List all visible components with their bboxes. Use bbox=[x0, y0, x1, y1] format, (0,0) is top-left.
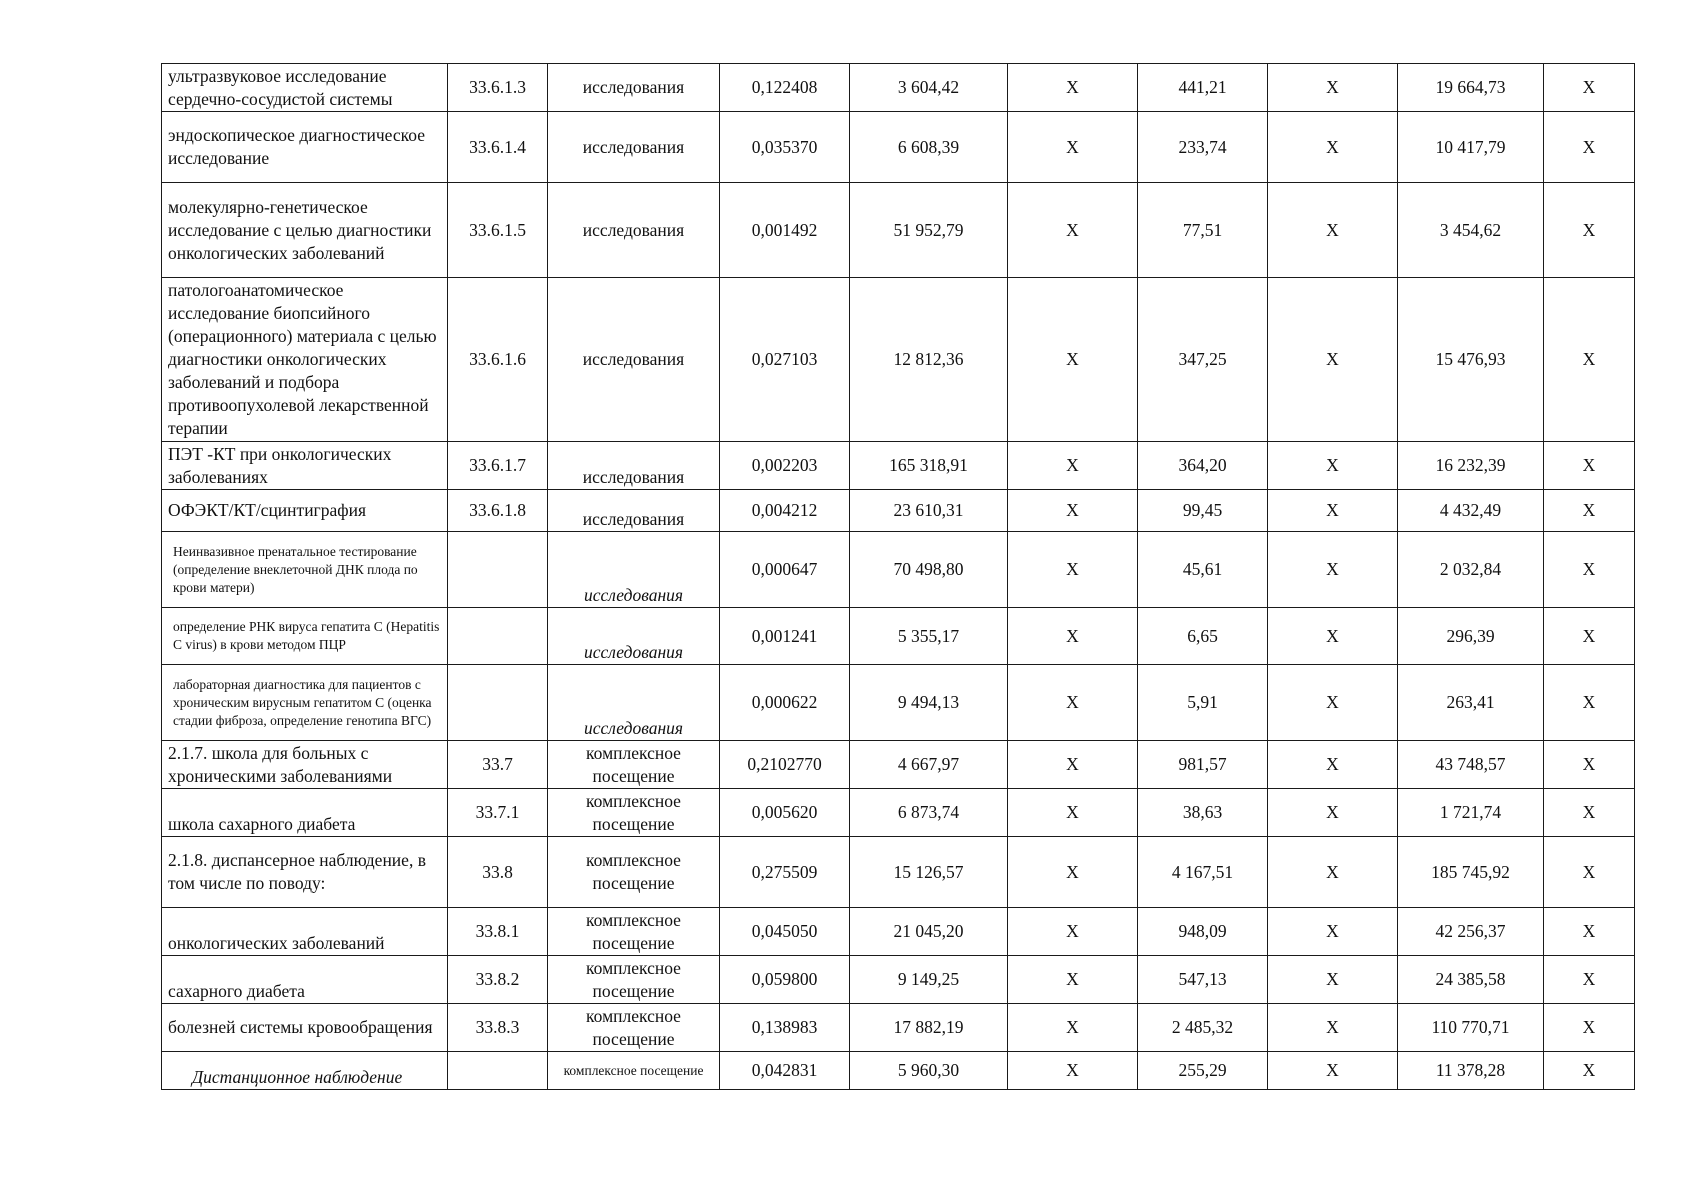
unit-cost: 165 318,91 bbox=[850, 442, 1008, 490]
service-name: 2.1.7. школа для больных с хроническими заболеваниями bbox=[162, 741, 448, 789]
service-name: школа сахарного диабета bbox=[162, 789, 448, 837]
norm-value: 0,004212 bbox=[720, 490, 850, 532]
service-code bbox=[448, 665, 548, 741]
service-name: болезней системы кровообращения bbox=[162, 1004, 448, 1052]
empty-mark: X bbox=[1544, 64, 1635, 112]
empty-mark: X bbox=[1008, 908, 1138, 956]
unit-cost: 5 355,17 bbox=[850, 608, 1008, 665]
per-capita-value: 981,57 bbox=[1138, 741, 1268, 789]
norm-value: 0,275509 bbox=[720, 837, 850, 908]
empty-mark: X bbox=[1544, 908, 1635, 956]
unit-of-measure: комплексное посещение bbox=[548, 789, 720, 837]
service-name: патологоанатомическое исследование биопсийного (операционного) материала с целью диагностики онкологических заболеваний и подбора противоопухолевой лекарственной терапии bbox=[162, 278, 448, 442]
table-row bbox=[162, 741, 1635, 789]
total-value: 15 476,93 bbox=[1398, 278, 1544, 442]
total-value: 185 745,92 bbox=[1398, 837, 1544, 908]
table-row bbox=[162, 532, 1635, 608]
table-row bbox=[162, 837, 1635, 908]
table-row bbox=[162, 442, 1635, 490]
service-name: Дистанционное наблюдение bbox=[162, 1052, 448, 1090]
table-row bbox=[162, 278, 1635, 442]
unit-of-measure: комплексное посещение bbox=[548, 1004, 720, 1052]
norm-value: 0,035370 bbox=[720, 112, 850, 183]
per-capita-value: 77,51 bbox=[1138, 183, 1268, 278]
per-capita-value: 364,20 bbox=[1138, 442, 1268, 490]
empty-mark: X bbox=[1544, 608, 1635, 665]
table-row bbox=[162, 789, 1635, 837]
empty-mark: X bbox=[1544, 112, 1635, 183]
service-code: 33.6.1.4 bbox=[448, 112, 548, 183]
unit-of-measure: исследования bbox=[548, 490, 720, 532]
empty-mark: X bbox=[1268, 665, 1398, 741]
service-name: лабораторная диагностика для пациентов с хроническим вирусным гепатитом С (оценка стадии фиброза, определение генотипа ВГС) bbox=[162, 665, 448, 741]
empty-mark: X bbox=[1544, 956, 1635, 1004]
norm-value: 0,122408 bbox=[720, 64, 850, 112]
table-row bbox=[162, 665, 1635, 741]
empty-mark: X bbox=[1268, 1052, 1398, 1090]
total-value: 4 432,49 bbox=[1398, 490, 1544, 532]
unit-of-measure: исследования bbox=[548, 183, 720, 278]
empty-mark: X bbox=[1268, 1004, 1398, 1052]
service-name: сахарного диабета bbox=[162, 956, 448, 1004]
empty-mark: X bbox=[1544, 1004, 1635, 1052]
service-name: 2.1.8. диспансерное наблюдение, в том числе по поводу: bbox=[162, 837, 448, 908]
service-code: 33.6.1.5 bbox=[448, 183, 548, 278]
total-value: 10 417,79 bbox=[1398, 112, 1544, 183]
empty-mark: X bbox=[1008, 183, 1138, 278]
per-capita-value: 347,25 bbox=[1138, 278, 1268, 442]
unit-of-measure: комплексное посещение bbox=[548, 741, 720, 789]
unit-of-measure: комплексное посещение bbox=[548, 956, 720, 1004]
table-row bbox=[162, 183, 1635, 278]
total-value: 19 664,73 bbox=[1398, 64, 1544, 112]
empty-mark: X bbox=[1008, 789, 1138, 837]
service-code bbox=[448, 532, 548, 608]
norm-value: 0,000622 bbox=[720, 665, 850, 741]
empty-mark: X bbox=[1008, 278, 1138, 442]
table-row bbox=[162, 64, 1635, 112]
unit-of-measure: исследования bbox=[548, 442, 720, 490]
unit-cost: 6 873,74 bbox=[850, 789, 1008, 837]
unit-of-measure: исследования bbox=[548, 64, 720, 112]
norm-value: 0,001492 bbox=[720, 183, 850, 278]
empty-mark: X bbox=[1268, 908, 1398, 956]
norm-value: 0,005620 bbox=[720, 789, 850, 837]
unit-cost: 17 882,19 bbox=[850, 1004, 1008, 1052]
empty-mark: X bbox=[1008, 1004, 1138, 1052]
unit-of-measure: комплексное посещение bbox=[548, 1052, 720, 1090]
empty-mark: X bbox=[1008, 490, 1138, 532]
tariff-table bbox=[161, 63, 1635, 1090]
norm-value: 0,001241 bbox=[720, 608, 850, 665]
per-capita-value: 2 485,32 bbox=[1138, 1004, 1268, 1052]
per-capita-value: 38,63 bbox=[1138, 789, 1268, 837]
norm-value: 0,138983 bbox=[720, 1004, 850, 1052]
empty-mark: X bbox=[1544, 1052, 1635, 1090]
empty-mark: X bbox=[1268, 837, 1398, 908]
total-value: 11 378,28 bbox=[1398, 1052, 1544, 1090]
total-value: 42 256,37 bbox=[1398, 908, 1544, 956]
service-code: 33.6.1.3 bbox=[448, 64, 548, 112]
per-capita-value: 45,61 bbox=[1138, 532, 1268, 608]
service-name: эндоскопическое диагностическое исследование bbox=[162, 112, 448, 183]
unit-cost: 51 952,79 bbox=[850, 183, 1008, 278]
total-value: 3 454,62 bbox=[1398, 183, 1544, 278]
per-capita-value: 255,29 bbox=[1138, 1052, 1268, 1090]
service-code bbox=[448, 1052, 548, 1090]
service-name: молекулярно-генетическое исследование с целью диагностики онкологических заболеваний bbox=[162, 183, 448, 278]
table-row bbox=[162, 1004, 1635, 1052]
unit-of-measure: исследования bbox=[548, 532, 720, 608]
empty-mark: X bbox=[1268, 442, 1398, 490]
per-capita-value: 547,13 bbox=[1138, 956, 1268, 1004]
table-row bbox=[162, 956, 1635, 1004]
service-code: 33.8.1 bbox=[448, 908, 548, 956]
unit-cost: 9 494,13 bbox=[850, 665, 1008, 741]
norm-value: 0,000647 bbox=[720, 532, 850, 608]
empty-mark: X bbox=[1008, 741, 1138, 789]
norm-value: 0,042831 bbox=[720, 1052, 850, 1090]
total-value: 16 232,39 bbox=[1398, 442, 1544, 490]
empty-mark: X bbox=[1268, 64, 1398, 112]
service-code: 33.7.1 bbox=[448, 789, 548, 837]
empty-mark: X bbox=[1544, 183, 1635, 278]
table-row bbox=[162, 1052, 1635, 1090]
empty-mark: X bbox=[1008, 532, 1138, 608]
total-value: 110 770,71 bbox=[1398, 1004, 1544, 1052]
total-value: 24 385,58 bbox=[1398, 956, 1544, 1004]
service-name: онкологических заболеваний bbox=[162, 908, 448, 956]
service-name: Неинвазивное пренатальное тестирование (определение внеклеточной ДНК плода по крови матери) bbox=[162, 532, 448, 608]
empty-mark: X bbox=[1268, 741, 1398, 789]
per-capita-value: 99,45 bbox=[1138, 490, 1268, 532]
empty-mark: X bbox=[1008, 837, 1138, 908]
norm-value: 0,059800 bbox=[720, 956, 850, 1004]
empty-mark: X bbox=[1268, 183, 1398, 278]
empty-mark: X bbox=[1544, 741, 1635, 789]
empty-mark: X bbox=[1268, 112, 1398, 183]
empty-mark: X bbox=[1008, 956, 1138, 1004]
service-name: определение РНК вируса гепатита С (Hepatitis C virus) в крови методом ПЦР bbox=[162, 608, 448, 665]
empty-mark: X bbox=[1008, 608, 1138, 665]
empty-mark: X bbox=[1268, 490, 1398, 532]
per-capita-value: 441,21 bbox=[1138, 64, 1268, 112]
service-code: 33.8.2 bbox=[448, 956, 548, 1004]
service-name: ОФЭКТ/КТ/сцинтиграфия bbox=[162, 490, 448, 532]
total-value: 1 721,74 bbox=[1398, 789, 1544, 837]
table-row bbox=[162, 608, 1635, 665]
per-capita-value: 233,74 bbox=[1138, 112, 1268, 183]
empty-mark: X bbox=[1008, 665, 1138, 741]
unit-cost: 4 667,97 bbox=[850, 741, 1008, 789]
empty-mark: X bbox=[1544, 278, 1635, 442]
unit-of-measure: исследования bbox=[548, 278, 720, 442]
service-code: 33.6.1.7 bbox=[448, 442, 548, 490]
empty-mark: X bbox=[1544, 490, 1635, 532]
empty-mark: X bbox=[1544, 789, 1635, 837]
unit-of-measure: комплексное посещение bbox=[548, 908, 720, 956]
empty-mark: X bbox=[1008, 112, 1138, 183]
norm-value: 0,027103 bbox=[720, 278, 850, 442]
total-value: 2 032,84 bbox=[1398, 532, 1544, 608]
empty-mark: X bbox=[1268, 532, 1398, 608]
empty-mark: X bbox=[1008, 1052, 1138, 1090]
unit-of-measure: исследования bbox=[548, 608, 720, 665]
table-row bbox=[162, 490, 1635, 532]
norm-value: 0,002203 bbox=[720, 442, 850, 490]
empty-mark: X bbox=[1544, 442, 1635, 490]
unit-cost: 12 812,36 bbox=[850, 278, 1008, 442]
empty-mark: X bbox=[1008, 442, 1138, 490]
unit-cost: 9 149,25 bbox=[850, 956, 1008, 1004]
empty-mark: X bbox=[1268, 608, 1398, 665]
per-capita-value: 6,65 bbox=[1138, 608, 1268, 665]
empty-mark: X bbox=[1008, 64, 1138, 112]
unit-cost: 70 498,80 bbox=[850, 532, 1008, 608]
service-code: 33.6.1.6 bbox=[448, 278, 548, 442]
table-row bbox=[162, 908, 1635, 956]
total-value: 263,41 bbox=[1398, 665, 1544, 741]
service-name: ультразвуковое исследование сердечно-сосудистой системы bbox=[162, 64, 448, 112]
unit-cost: 6 608,39 bbox=[850, 112, 1008, 183]
service-code bbox=[448, 608, 548, 665]
table-row bbox=[162, 112, 1635, 183]
total-value: 43 748,57 bbox=[1398, 741, 1544, 789]
norm-value: 0,045050 bbox=[720, 908, 850, 956]
service-code: 33.7 bbox=[448, 741, 548, 789]
unit-of-measure: исследования bbox=[548, 665, 720, 741]
empty-mark: X bbox=[1268, 278, 1398, 442]
unit-cost: 15 126,57 bbox=[850, 837, 1008, 908]
service-code: 33.8.3 bbox=[448, 1004, 548, 1052]
tariff-table-body bbox=[162, 64, 1635, 1090]
empty-mark: X bbox=[1544, 837, 1635, 908]
empty-mark: X bbox=[1268, 956, 1398, 1004]
unit-cost: 23 610,31 bbox=[850, 490, 1008, 532]
service-code: 33.8 bbox=[448, 837, 548, 908]
empty-mark: X bbox=[1544, 665, 1635, 741]
unit-of-measure: комплексное посещение bbox=[548, 837, 720, 908]
norm-value: 0,2102770 bbox=[720, 741, 850, 789]
empty-mark: X bbox=[1544, 532, 1635, 608]
service-code: 33.6.1.8 bbox=[448, 490, 548, 532]
total-value: 296,39 bbox=[1398, 608, 1544, 665]
unit-of-measure: исследования bbox=[548, 112, 720, 183]
unit-cost: 3 604,42 bbox=[850, 64, 1008, 112]
unit-cost: 5 960,30 bbox=[850, 1052, 1008, 1090]
empty-mark: X bbox=[1268, 789, 1398, 837]
unit-cost: 21 045,20 bbox=[850, 908, 1008, 956]
per-capita-value: 948,09 bbox=[1138, 908, 1268, 956]
service-name: ПЭТ -КТ при онкологических заболеваниях bbox=[162, 442, 448, 490]
per-capita-value: 4 167,51 bbox=[1138, 837, 1268, 908]
per-capita-value: 5,91 bbox=[1138, 665, 1268, 741]
